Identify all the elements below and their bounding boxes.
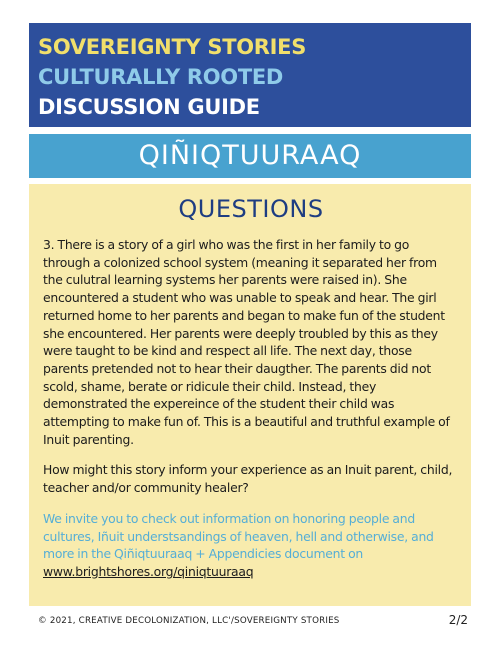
story-name-banner: [29, 134, 471, 178]
title-header: [29, 23, 471, 127]
series-subtitle: CULTURALLY ROOTED: [38, 65, 284, 89]
page-number: 2/2: [448, 613, 468, 627]
guide-title: DISCUSSION GUIDE: [38, 95, 260, 119]
questions-panel: [29, 184, 471, 606]
story-paragraph: 3. There is a story of a girl who was the first in her family to go through a colonized school system (meaning it separated her from the culutral learning systems her parents were raised in). She encountered a student who was unable to speak and hear. The girl returned home to her parents and began to make fun of the student she encountered. Her parents were deeply troubled by this as they were taught to be kind and respect all life. The next day, those parents pretended not to hear their daugther. The parents did not scold, shame, berate or ridicule their child. Instead, they demonstrated the expereince of the student their child was attempting to make fun of. This is a beautiful and truthful example of Inuit parenting.: [43, 237, 450, 447]
section-title: QUESTIONS: [178, 195, 324, 223]
copyright-text: © 2021, CREATIVE DECOLONIZATION, LLC'/SOVEREIGNTY STORIES: [38, 616, 340, 626]
story-name: QIÑIQTUURAAQ: [138, 140, 362, 171]
website-link[interactable]: www.brightshores.org/qiniqtuuraaq: [43, 563, 254, 579]
series-title: SOVEREIGNTY STORIES: [38, 35, 307, 59]
invite-paragraph: [43, 510, 459, 581]
footer: [38, 613, 468, 629]
question-paragraph: How might this story inform your experience as an Inuit parent, child, teacher and/or community healer?: [43, 462, 453, 496]
invite-text: We invite you to check out information on honoring people and cultures, Iñuit understsandings of heaven, hell and otherwise, and more in the Qiñiqtuuraaq + Appendicies document on: [43, 510, 434, 562]
